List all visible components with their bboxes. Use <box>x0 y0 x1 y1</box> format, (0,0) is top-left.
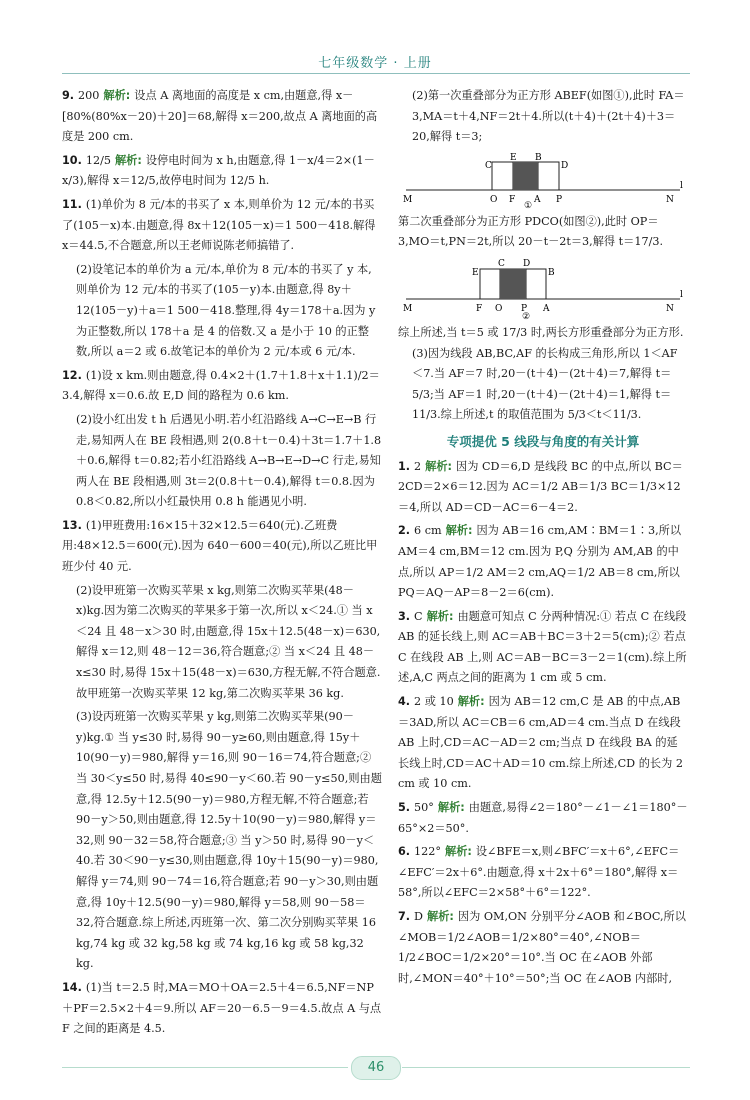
item-number: 4. <box>398 695 411 709</box>
analysis-label: 解析: <box>425 459 453 473</box>
label-e: E <box>510 152 517 163</box>
text-paragraph: 综上所述,当 t＝5 或 17/3 时,两长方形重叠部分为正方形. <box>398 325 684 339</box>
item-text: 设∠BFE＝x,则∠BFC′＝x＋6°,∠EFC＝∠EFC′＝2x＋6°.由题意,得 x＋2x＋6°＝180°,解得 x＝58°,所以∠EFC＝2×58°＋6°＝122°. <box>398 845 680 900</box>
analysis-label: 解析: <box>437 801 465 815</box>
item-answer: C <box>414 609 423 623</box>
figure-1-diagram <box>398 150 688 210</box>
item-text: (1)单价为 8 元/本的书买了 x 本,则单价为 12 元/本的书买了(105－x)本.由题意,得 8x＋12(105－x)＝1 500－418.解得 x＝44.5,不合题意,所以王老师说陈老师搞错了. <box>62 197 376 253</box>
footer-line-left <box>62 1067 348 1068</box>
item-text: 由题意,易得∠2＝180°－∠1－∠1＝180°－65°×2＝50°. <box>398 801 688 835</box>
right-column <box>398 86 688 992</box>
answer-item <box>398 798 688 839</box>
text-paragraph: (2)第一次重叠部分为正方形 ABEF(如图①),此时 FA＝3,MA＝t＋4,NF＝2t＋4.所以(t＋4)＋(2t＋4)＋3＝20,解得 t＝3; <box>412 89 685 144</box>
item-subpart: (2)设笔记本的单价为 a 元/本,单价为 8 元/本的书买了 y 本,则单价为 12 元/本的书买了(105－y)本.由题意,得 8y＋12(105－y)＋a＝1 500－418.整理,得 4y＝178＋a.因为 y 为正整数,所以 178＋a 是 4 的倍数.又 a 是小于 10 的正整数,所以 a＝2 或 6.故笔记本的单价为 2 元/本或 6 元/本. <box>76 262 376 359</box>
item-answer: 50° <box>414 801 434 815</box>
answer-list <box>398 457 688 990</box>
item-answer: 2 或 10 <box>414 695 454 709</box>
page-number: 46 <box>351 1056 401 1080</box>
item-number: 14. <box>62 980 82 994</box>
item-text: 因为 CD＝6,D 是线段 BC 的中点,所以 BC＝2CD＝2×6＝12.因为 AC＝1/2 AB＝1/3 BC＝1/3×12＝4,所以 AD＝CD－AC＝6－4＝2. <box>398 459 683 514</box>
label-p: P <box>521 303 528 314</box>
item-text: 因为 OM,ON 分别平分∠AOB 和∠BOC,所以∠MOB＝1/2∠AOB＝1/2×80°＝40°,∠NOB＝1/2∠BOC＝1/2×20°＝10°.当 OC 在∠AOB 外部时,∠MON＝40°＋10°＝50°;当 OC 在∠AOB 内部时, <box>398 910 686 985</box>
item-answer: 122° <box>414 845 441 859</box>
item-subpart: (3)设丙班第一次购买苹果 y kg,则第二次购买苹果(90－y)kg.① 当 y≤30 时,易得 90－y≥60,则由题意,得 15y＋10(90－y)＝980,解得 y＝16,则 90－16＝74,符合题意;② 当 30＜y≤50 时,易得 40≤90－y＜60.若 90－y≤50,则由题意,得 12.5y＋12.5(90－y)＝980,方程无解,不符合题意;若 90－y＞50,则由题意,得 12.5y＋10(90－y)＝980,解得 y＝32,则 90－32＝58,符合题意;③ 当 y＞50 时,易得 90－y＜40.若 30＜90－y≤30,则由题意,得 10y＋15(90－y)＝980,解得 y＝74,则 90－74＝16,符合题意;若 90－y＞30,则由题意,得 10y＋12.5(90－y)＝980,解得 y＝58,则 90－58＝32,符合题意.综上所述,丙班第一次、第二次分别购买苹果 16 kg,74 kg 或 32 kg,58 kg 或 74 kg,16 kg 或 58 kg,32 kg. <box>76 710 382 971</box>
answer-item <box>62 516 382 578</box>
label-e: E <box>472 267 479 278</box>
label-o: O <box>495 303 503 314</box>
label-a: A <box>543 303 550 314</box>
item-number: 6. <box>398 845 411 859</box>
answer-item <box>62 195 382 257</box>
label-n: N <box>666 303 674 314</box>
overlap-square <box>500 269 526 299</box>
analysis-label: 解析: <box>445 524 473 538</box>
label-o: O <box>490 194 498 205</box>
label-c: C <box>485 160 492 171</box>
text-paragraph: 第二次重叠部分为正方形 PDCO(如图②),此时 OP＝3,MO＝t,PN＝2t,所以 20－t－2t＝3,解得 t＝17/3. <box>398 214 664 249</box>
figure-2-diagram <box>398 255 688 321</box>
label-c: C <box>498 258 505 269</box>
footer-line-right <box>402 1067 690 1068</box>
label-b: B <box>548 267 555 278</box>
label-b: B <box>535 152 542 163</box>
item-answer: D <box>414 910 424 923</box>
item-text: 设点 A 离地面的高度是 x cm,由题意,得 x－[80%(80%x－20)＋20]＝68,解得 x＝200,故点 A 离地面的高度是 200 cm. <box>62 89 378 144</box>
item-number: 9. <box>62 89 75 102</box>
label-l: l <box>680 289 683 300</box>
answer-item <box>398 692 688 795</box>
item-text: 由题意可知点 C 分两种情况:① 若点 C 在线段 AB 的延长线上,则 AC＝AB＋BC＝3＋2＝5(cm);② 若点 C 在线段 AB 上,则 AC＝AB－BC＝3－2＝1(cm).综上所述,A,C 两点之间的距离为 1 cm 或 5 cm. <box>398 609 687 685</box>
analysis-label: 解析: <box>426 609 454 623</box>
item-text: (1)当 t＝2.5 时,MA＝MO＋OA＝2.5＋4＝6.5,NF＝NP＋PF＝2.5×2＋4＝9.所以 AF＝20－6.5－9＝4.5.故点 A 与点 F 之间的距离是 4.5. <box>62 980 382 1036</box>
overlap-square <box>513 162 538 190</box>
label-m: M <box>403 303 413 314</box>
item-answer: 200 <box>78 89 100 102</box>
item-subpart: (2)设甲班第一次购买苹果 x kg,则第二次购买苹果(48－x)kg.因为第二次购买的苹果多于第一次,所以 x＜24.① 当 x＜24 且 48－x＞30 时,由题意,得 15x＋12.5(48－x)＝630,解得 x＝12,则 48－12＝36,符合题意;② 当 x＜24 且 48－x≤30 时,易得 15x＋15(48－x)＝630,方程无解,不符合题意.故甲班第一次购买苹果 12 kg,第二次购买苹果 36 kg. <box>76 583 381 700</box>
item-number: 1. <box>398 459 411 473</box>
label-m: M <box>403 194 413 205</box>
item-text: (1)设 x km.则由题意,得 0.4×2＋(1.7＋1.8＋x＋1.1)/2＝3.4,解得 x＝0.6.故 E,D 间的路程为 0.6 km. <box>62 368 380 403</box>
item-text: (1)甲班费用:16×15＋32×12.5＝640(元).乙班费用:48×12.5＝600(元).因为 640－600＝40(元),所以乙班比甲班少付 40 元. <box>62 518 378 574</box>
label-n: N <box>666 194 674 205</box>
analysis-label: 解析: <box>445 845 472 859</box>
label-f: F <box>476 303 483 314</box>
item-number: 11. <box>62 197 82 211</box>
label-a: A <box>534 194 541 205</box>
left-column <box>62 86 382 1043</box>
item-answer: 6 cm <box>414 524 442 538</box>
answer-item <box>62 86 382 148</box>
text-paragraph: (3)因为线段 AB,BC,AF 的长构成三角形,所以 1＜AF＜7.当 AF＝7 时,20－(t＋4)－(2t＋4)＝7,解得 t＝5/3;当 AF＝1 时,20－(t＋4)－(2t＋4)＝1,解得 t＝11/3.综上所述,t 的取值范围为 5/3＜t＜11/3. <box>412 346 678 422</box>
figure-number: ① <box>524 200 533 210</box>
item-text: 设停电时间为 x h,由题意,得 1－x/4＝2×(1－x/3),解得 x＝12/5,故停电时间为 12/5 h. <box>62 153 375 188</box>
answer-item <box>62 366 382 407</box>
item-number: 7. <box>398 910 411 923</box>
analysis-label: 解析: <box>103 89 131 102</box>
item-number: 12. <box>62 368 82 382</box>
label-l: l <box>680 180 683 191</box>
item-subpart: (2)设小红出发 t h 后遇见小明.若小红沿路线 A→C→E→B 行走,易知两人在 BE 段相遇,则 2(0.8＋t－0.4)＋3t＝1.7＋1.8＋0.6,解得 t＝0.82;若小红沿路线 A→B→E→D→C 行走,易知两人在 BE 段相遇,则 3t＝2(0.8＋t－0.4),解得 t＝0.8.因为 0.8＜0.82,所以小红最快用 0.8 h 能遇见小明. <box>76 412 382 509</box>
page-header: 七年级数学 · 上册 <box>318 56 432 71</box>
item-number: 13. <box>62 518 82 532</box>
label-d: D <box>561 160 569 171</box>
item-answer: 12/5 <box>85 153 111 167</box>
item-text: 因为 AB＝12 cm,C 是 AB 的中点,AB＝3AD,所以 AC＝CB＝6 cm,AD＝4 cm.当点 D 在线段 AB 上时,CD＝AC－AD＝2 cm;当点 D 在线段 BA 的延长线上时,CD＝AC＋AD＝10 cm.综上所述,CD 的长为 2 cm 或 10 cm. <box>398 695 683 791</box>
label-f: F <box>509 194 516 205</box>
item-answer: 2 <box>414 459 422 473</box>
answer-item <box>62 151 382 192</box>
answer-item <box>62 978 382 1040</box>
item-number: 3. <box>398 609 411 623</box>
item-text: 因为 AB＝16 cm,AM∶BM＝1∶3,所以 AM＝4 cm,BM＝12 cm.因为 P,Q 分别为 AM,AB 的中点,所以 AP＝1/2 AM＝2 cm,AQ＝1/2 AB＝8 cm,所以 PQ＝AQ－AP＝8－2＝6(cm). <box>398 524 682 600</box>
section-title: 专项提优 5 线段与角度的有关计算 <box>446 433 640 449</box>
answer-item <box>398 521 688 603</box>
header-divider <box>62 73 690 74</box>
item-number: 5. <box>398 801 411 815</box>
label-d: D <box>523 258 531 269</box>
item-number: 10. <box>62 153 82 167</box>
figure-number: ② <box>522 311 531 321</box>
label-p: P <box>556 194 563 205</box>
analysis-label: 解析: <box>427 910 454 923</box>
analysis-label: 解析: <box>114 153 142 167</box>
answer-item <box>398 842 688 904</box>
answer-item <box>398 907 688 989</box>
analysis-label: 解析: <box>457 695 485 709</box>
answer-item <box>398 607 688 689</box>
answer-item <box>398 457 688 519</box>
item-number: 2. <box>398 524 411 538</box>
